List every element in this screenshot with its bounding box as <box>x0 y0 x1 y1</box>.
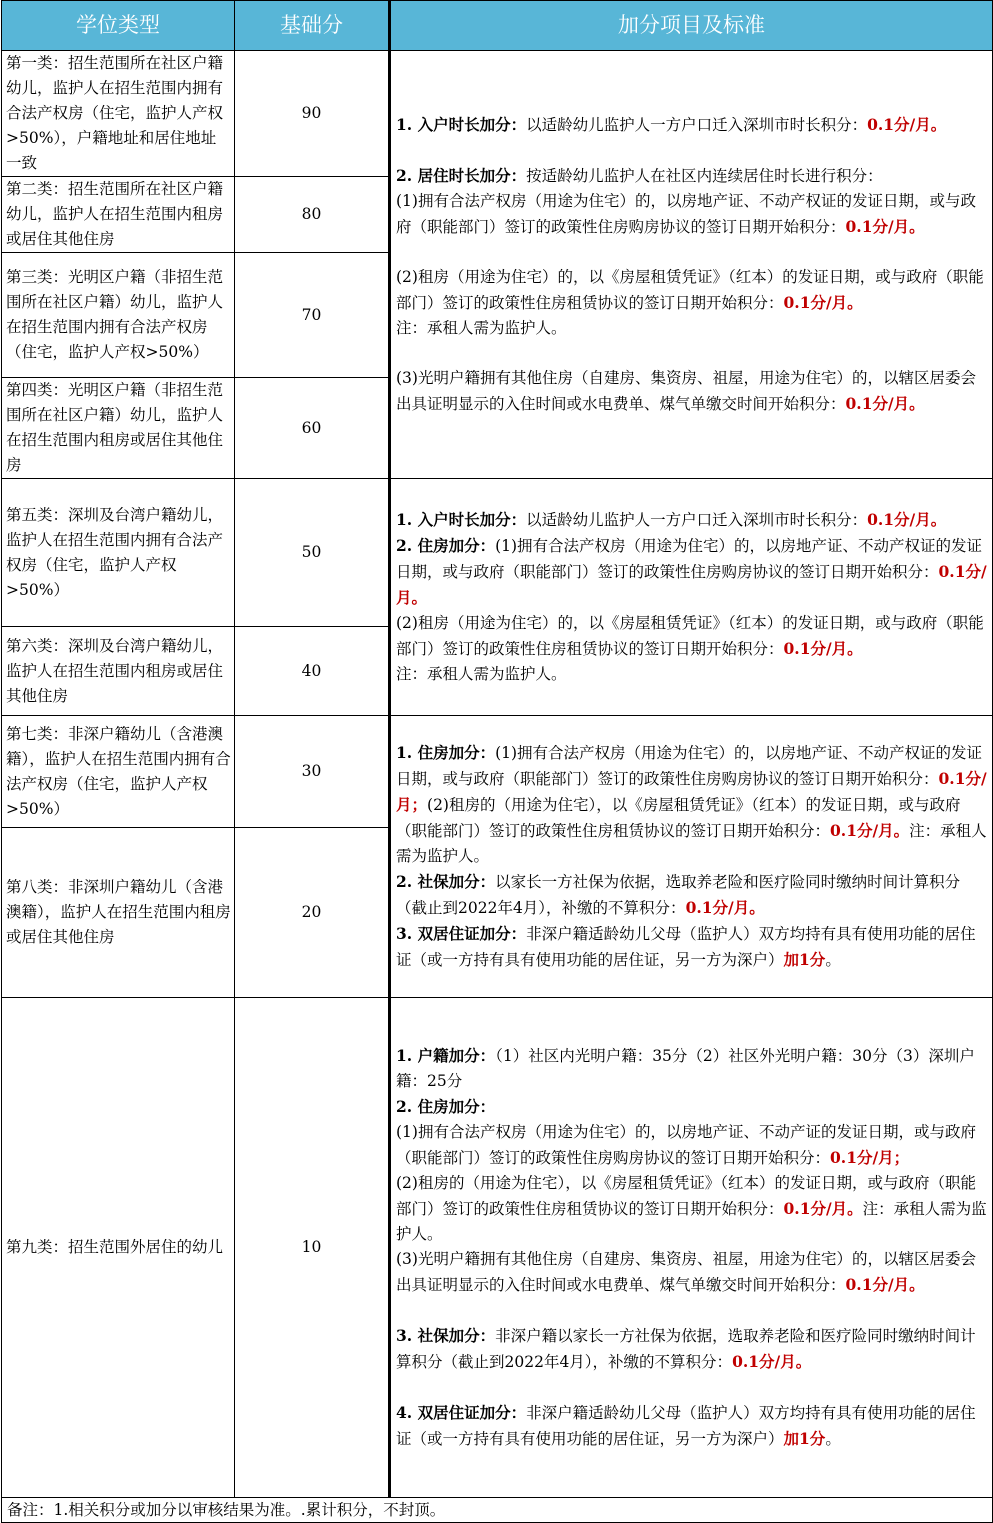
header-base: 基础分 <box>235 1 390 51</box>
category-cell: 第四类：光明区户籍（非招生范围所在社区户籍）幼儿，监护人在招生范围内租房或居住其他住房 <box>2 378 235 479</box>
rule-item: (3)光明户籍拥有其他住房（自建房、集资房、祖屋，用途为住宅）的，以辖区居委会出具证明显示的入住时间或水电费单、煤气单缴交时间开始积分：0.1分/月。 <box>396 1250 976 1294</box>
rule-item: 3. 双居住证加分：非深户籍适龄幼儿父母（监护人）双方均持有具有使用功能的居住证（或一方持有具有使用功能的居住证，另一方为深户）加1分。 <box>396 924 976 969</box>
bonus-rules-group-4 <box>390 998 993 1498</box>
category-cell: 第二类：招生范围所在社区户籍幼儿，监护人在招生范围内租房或居住其他住房 <box>2 177 235 253</box>
rule-item: 2. 社保加分：以家长一方社保为依据，选取养老险和医疗险同时缴纳时间计算积分（截止到2022年4月），补缴的不算积分：0.1分/月。 <box>396 872 961 917</box>
header-type: 学位类型 <box>2 1 235 51</box>
category-cell: 第九类：招生范围外居住的幼儿 <box>2 998 235 1498</box>
table-row <box>2 51 993 177</box>
category-cell: 第七类：非深户籍幼儿（含港澳籍），监护人在招生范围内拥有合法产权房（住宅，监护人产权>50%） <box>2 716 235 828</box>
table-row <box>2 716 993 828</box>
table-row <box>2 998 993 1498</box>
rule-item: 2. 居住时长加分：按适龄幼儿监护人在社区内连续居住时长进行积分： <box>396 166 883 185</box>
bonus-rules-group-1 <box>390 51 993 479</box>
base-score-cell: 10 <box>235 998 390 1498</box>
rule-item: (1)拥有合法产权房（用途为住宅）的，以房地产证、不动产证的发证日期，或与政府（职能部门）签订的政策性住房购房协议的签订日期开始积分：0.1分/月； <box>396 1123 976 1167</box>
rule-note: 注：承租人需为监护人。 <box>396 319 567 337</box>
rule-item: 1. 户籍加分：（1）社区内光明户籍：35分（2）社区外光明户籍：30分（3）深圳户籍：25分 <box>396 1046 975 1090</box>
rule-item: (3)光明户籍拥有其他住房（自建房、集资房、祖屋，用途为住宅）的，以辖区居委会出具证明显示的入住时间或水电费单、煤气单缴交时间开始积分：0.1分/月。 <box>396 369 976 413</box>
rule-item: 1. 住房加分：(1)拥有合法产权房（用途为住宅）的，以房地产证、不动产权证的发证日期，或与政府（职能部门）签订的政策性住房购房协议的签订日期开始积分：0.1分/月；(2)租房的（用途为住宅），以《房屋租赁凭证》（红本）的发证日期，或与政府（职能部门）签订的政策性住房租赁协议的签订日期开始积分：0.1分/月。注：承租人需为监护人。 <box>396 743 987 865</box>
base-score-cell: 20 <box>235 828 390 998</box>
base-score-cell: 80 <box>235 177 390 253</box>
header-bonus: 加分项目及标准 <box>390 1 993 51</box>
footer-row <box>2 1498 993 1523</box>
base-score-cell: 70 <box>235 253 390 378</box>
rule-item: 4. 双居住证加分：非深户籍适龄幼儿父母（监护人）双方均持有具有使用功能的居住证（或一方持有具有使用功能的居住证，另一方为深户）加1分。 <box>396 1403 976 1448</box>
category-cell: 第五类：深圳及台湾户籍幼儿，监护人在招生范围内拥有合法产权房（住宅，监护人产权>50%） <box>2 479 235 627</box>
header-row <box>2 1 993 51</box>
category-cell: 第六类：深圳及台湾户籍幼儿，监护人在招生范围内租房或居住其他住房 <box>2 627 235 716</box>
rule-item: 3. 社保加分：非深户籍以家长一方社保为依据，选取养老险和医疗险同时缴纳时间计算积分（截止到2022年4月），补缴的不算积分：0.1分/月。 <box>396 1326 976 1371</box>
base-score-cell: 40 <box>235 627 390 716</box>
rule-item: 1. 入户时长加分：以适龄幼儿监护人一方户口迁入深圳市时长积分：0.1分/月。 <box>396 510 947 529</box>
base-score-cell: 90 <box>235 51 390 177</box>
category-cell: 第一类：招生范围所在社区户籍幼儿，监护人在招生范围内拥有合法产权房（住宅，监护人产权>50%），户籍地址和居住地址一致 <box>2 51 235 177</box>
rule-item: (2)租房（用途为住宅）的，以《房屋租赁凭证》（红本）的发证日期，或与政府（职能部门）签订的政策性住房租赁协议的签订日期开始积分：0.1分/月。 <box>396 268 984 312</box>
rule-item: (2)租房的（用途为住宅），以《房屋租赁凭证》（红本）的发证日期，或与政府（职能部门）签订的政策性住房租赁协议的签订日期开始积分：0.1分/月。注：承租人需为监护人。 <box>396 1174 987 1243</box>
category-cell: 第八类：非深圳户籍幼儿（含港澳籍），监护人在招生范围内租房或居住其他住房 <box>2 828 235 998</box>
footer-note: 备注：1.相关积分或加分以审核结果为准。.累计积分，不封顶。 <box>2 1498 993 1523</box>
base-score-cell: 50 <box>235 479 390 627</box>
base-score-cell: 60 <box>235 378 390 479</box>
rule-item: 1. 入户时长加分：以适龄幼儿监护人一方户口迁入深圳市时长积分：0.1分/月。 <box>396 115 947 134</box>
category-cell: 第三类：光明区户籍（非招生范围所在社区户籍）幼儿，监护人在招生范围内拥有合法产权房（住宅，监护人产权>50%） <box>2 253 235 378</box>
admission-points-table <box>1 0 993 1523</box>
rule-item: (2)租房（用途为住宅）的，以《房屋租赁凭证》（红本）的发证日期，或与政府（职能部门）签订的政策性住房租赁协议的签订日期开始积分：0.1分/月。 <box>396 614 984 658</box>
base-score-cell: 30 <box>235 716 390 828</box>
rule-item: 2. 住房加分：(1)拥有合法产权房（用途为住宅）的，以房地产证、不动产权证的发证日期，或与政府（职能部门）签订的政策性住房购房协议的签订日期开始积分：0.1分/月。 <box>396 536 987 607</box>
bonus-rules-group-2 <box>390 479 993 716</box>
table-row <box>2 479 993 627</box>
rule-item: 2. 住房加分： <box>396 1097 496 1116</box>
rule-note: 注：承租人需为监护人。 <box>396 665 567 683</box>
rule-item: (1)拥有合法产权房（用途为住宅）的，以房地产证、不动产权证的发证日期，或与政府（职能部门）签订的政策性住房购房协议的签订日期开始积分：0.1分/月。 <box>396 192 976 236</box>
bonus-rules-group-3 <box>390 716 993 998</box>
